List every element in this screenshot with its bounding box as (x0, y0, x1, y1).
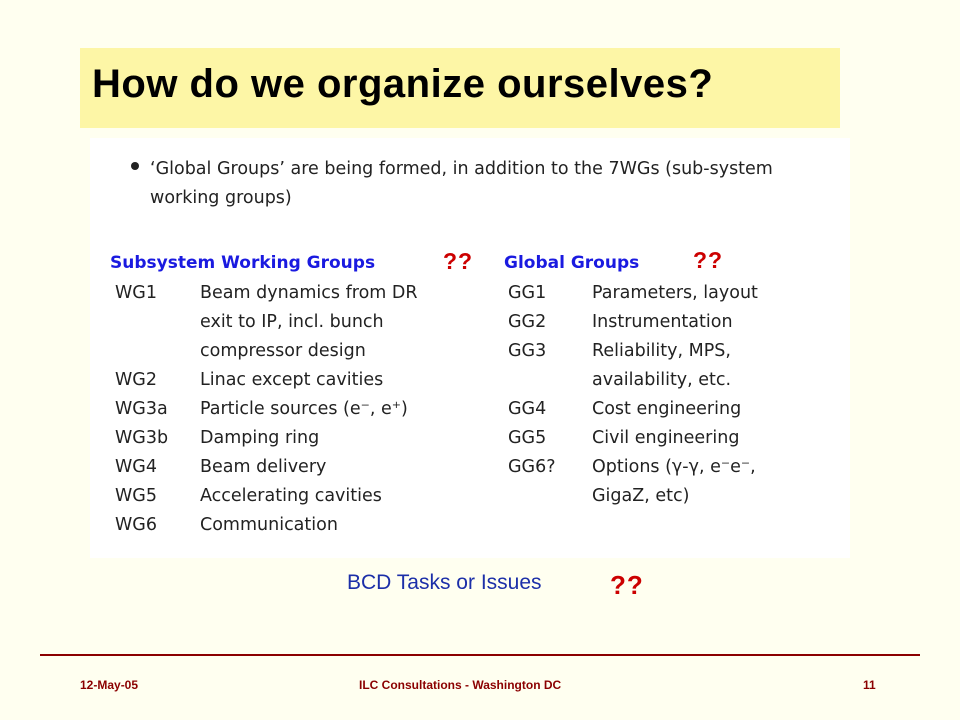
group-desc: Reliability, MPS, (592, 341, 731, 361)
group-desc: GigaZ, etc) (592, 486, 690, 506)
group-desc: Instrumentation (592, 312, 733, 332)
global-row (508, 428, 838, 457)
group-desc: compressor design (200, 341, 366, 361)
subsystem-row (115, 341, 495, 370)
question-marks-subsystem: ?? (443, 248, 474, 274)
group-desc: availability, etc. (592, 370, 732, 390)
group-desc: Beam dynamics from DR (200, 283, 418, 303)
subsystem-row (115, 370, 495, 399)
subsystem-row (115, 486, 495, 515)
bcd-tasks-label: BCD Tasks or Issues (347, 571, 542, 594)
global-row (508, 399, 838, 428)
group-desc: Accelerating cavities (200, 486, 382, 506)
group-code: WG3a (115, 399, 168, 419)
question-marks-bcd: ?? (610, 570, 644, 600)
global-row (508, 283, 838, 312)
slide-number: 11 (863, 678, 876, 692)
group-code: GG1 (508, 283, 547, 303)
footer-event: ILC Consultations - Washington DC (359, 678, 562, 692)
group-code: WG4 (115, 457, 157, 477)
group-code: WG1 (115, 283, 157, 303)
subsystem-row (115, 399, 495, 428)
group-desc: Communication (200, 515, 338, 535)
group-code: GG3 (508, 341, 547, 361)
question-marks-global: ?? (693, 247, 724, 273)
group-code: GG4 (508, 399, 547, 419)
subsystem-row (115, 457, 495, 486)
group-desc: exit to IP, incl. bunch (200, 312, 384, 332)
group-code: WG6 (115, 515, 157, 535)
group-desc: Civil engineering (592, 428, 740, 448)
group-code: WG5 (115, 486, 157, 506)
group-code: GG2 (508, 312, 547, 332)
slide-title: How do we organize ourselves? (92, 62, 714, 106)
global-header: Global Groups (504, 253, 640, 273)
group-code: GG5 (508, 428, 547, 448)
footer-divider (40, 654, 920, 656)
bullet-text: ‘Global Groups’ are being formed, in addition to the 7WGs (sub-system working groups) (150, 159, 773, 208)
subsystem-row (115, 515, 495, 544)
group-desc: Damping ring (200, 428, 320, 448)
group-desc: Options (γ-γ, e⁻e⁻, (592, 457, 756, 477)
subsystem-header: Subsystem Working Groups (110, 253, 376, 273)
group-code: WG3b (115, 428, 169, 448)
title-box (80, 48, 840, 128)
global-row (508, 486, 838, 515)
group-desc: Parameters, layout (592, 283, 758, 303)
bullet-icon (131, 162, 139, 170)
subsystem-row (115, 312, 495, 341)
group-code: WG2 (115, 370, 157, 390)
global-row (508, 312, 838, 341)
group-desc: Beam delivery (200, 457, 327, 477)
subsystem-row (115, 283, 495, 312)
footer-date: 12-May-05 (80, 678, 139, 692)
global-row (508, 370, 838, 399)
group-desc: Cost engineering (592, 399, 742, 419)
group-code: GG6? (508, 457, 556, 477)
group-desc: Linac except cavities (200, 370, 384, 390)
global-row (508, 457, 838, 486)
group-desc: Particle sources (e⁻, e⁺) (200, 399, 408, 419)
subsystem-row (115, 428, 495, 457)
global-row (508, 341, 838, 370)
